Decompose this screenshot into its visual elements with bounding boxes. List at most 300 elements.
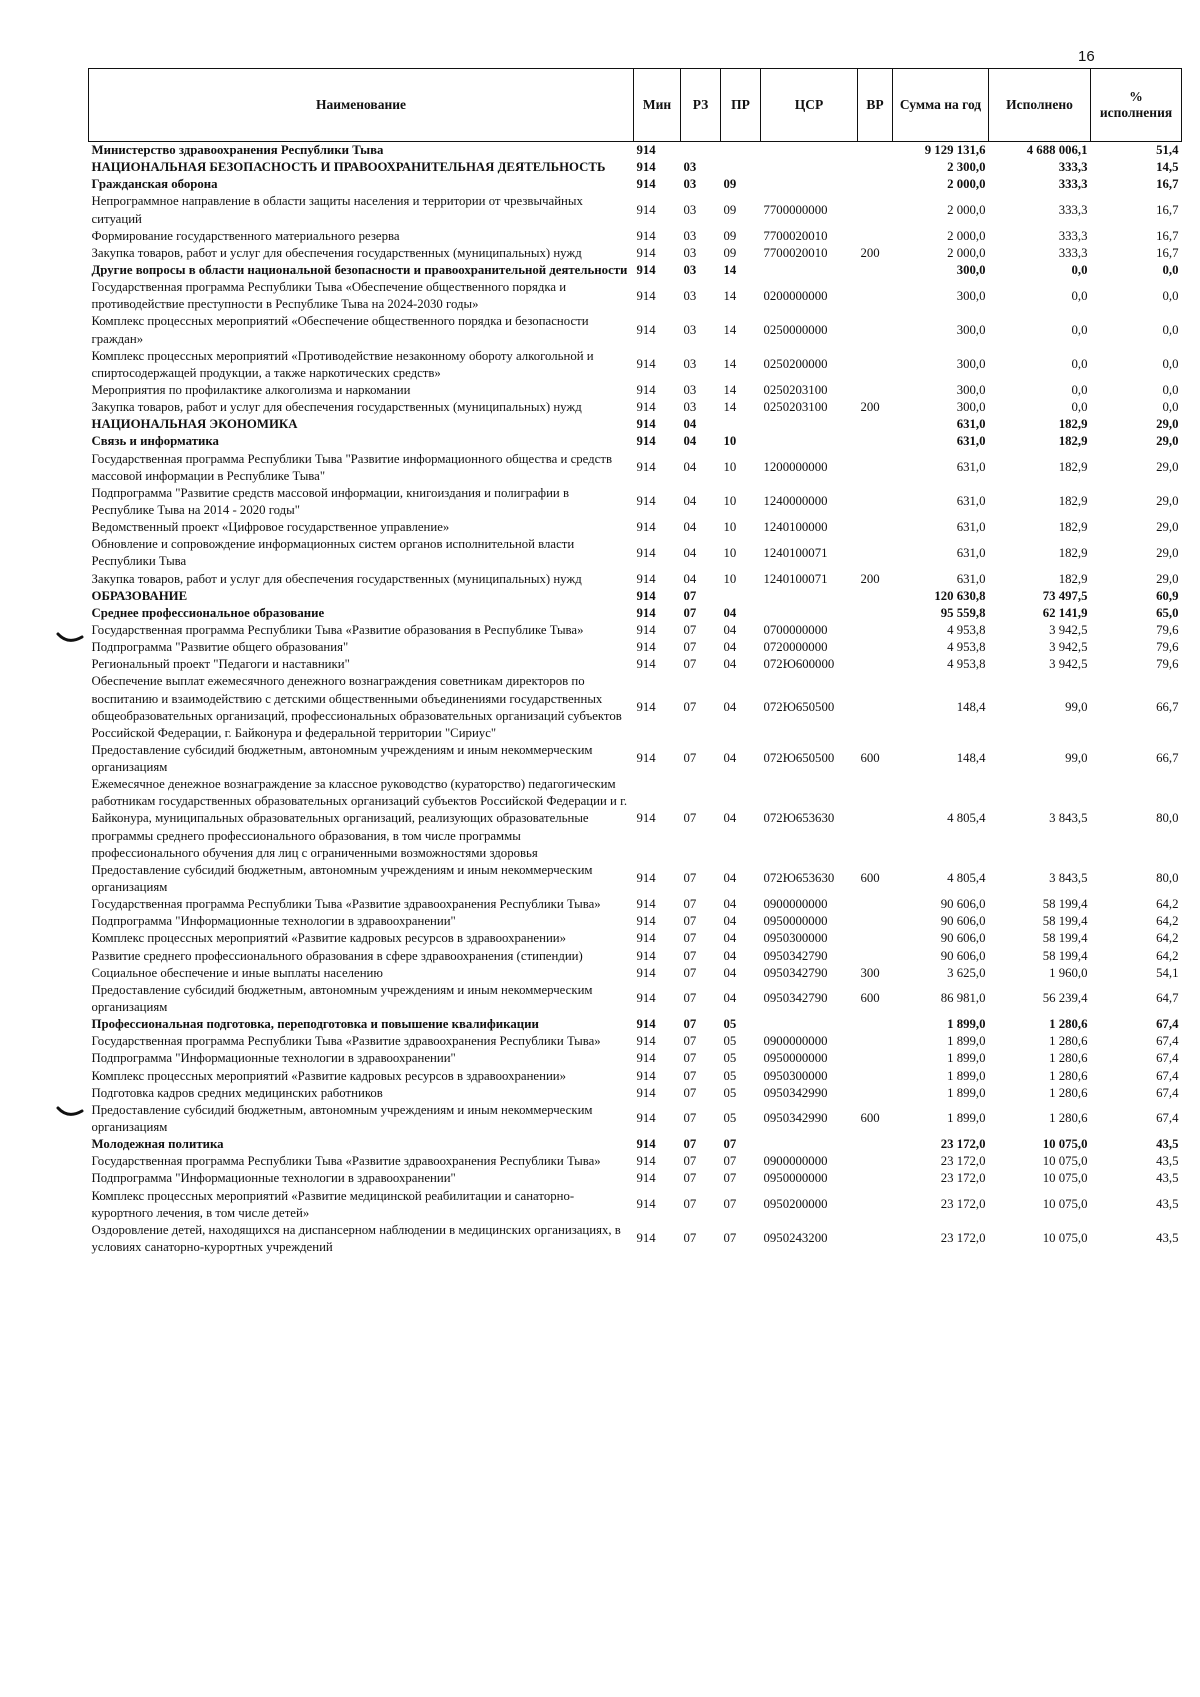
cell-vr: 200 — [860, 400, 880, 415]
header-name: Наименование — [89, 69, 634, 142]
cell-rz: 07 — [683, 751, 697, 766]
header-pr: ПР — [721, 69, 761, 142]
cell-vr — [858, 639, 893, 656]
cell-min: 914 — [636, 1197, 656, 1212]
table-row — [89, 862, 1182, 896]
cell-csr — [761, 159, 858, 176]
cell-csr — [761, 142, 858, 160]
cell-sum: 4 953,8 — [947, 622, 986, 637]
cell-rz: 03 — [683, 245, 697, 260]
cell-name: Оздоровление детей, находящихся на диспансерном наблюдении в медицинских организациях, в условиях санаторно-курортных учреждений — [91, 1222, 621, 1254]
cell-rz: 03 — [683, 262, 697, 277]
cell-name: Развитие среднего профессионального образования в сфере здравоохранения (стипендии) — [91, 948, 583, 963]
cell-name: НАЦИОНАЛЬНАЯ БЕЗОПАСНОСТЬ И ПРАВООХРАНИТЕЛЬНАЯ ДЕЯТЕЛЬНОСТЬ — [91, 160, 606, 175]
cell-pct: 29,0 — [1156, 571, 1179, 586]
cell-sum: 631,0 — [956, 434, 986, 449]
cell-vr — [858, 193, 893, 227]
cell-done: 1 280,6 — [1049, 1017, 1088, 1032]
cell-done: 182,9 — [1058, 545, 1088, 560]
cell-vr — [858, 485, 893, 519]
cell-name: Комплекс процессных мероприятий «Обеспечение общественного порядка и безопасности граждан» — [91, 314, 589, 346]
cell-vr — [858, 1188, 893, 1222]
cell-name: НАЦИОНАЛЬНАЯ ЭКОНОМИКА — [91, 417, 298, 432]
cell-done: 58 199,4 — [1042, 948, 1088, 963]
cell-pct: 64,2 — [1156, 931, 1179, 946]
cell-pct: 14,5 — [1156, 160, 1179, 175]
cell-pct: 80,0 — [1156, 871, 1179, 886]
cell-name: Подпрограмма "Информационные технологии в здравоохранении" — [91, 914, 456, 929]
cell-min: 914 — [636, 262, 656, 277]
cell-done: 10 075,0 — [1042, 1154, 1088, 1169]
table-row — [89, 605, 1182, 622]
cell-sum: 4 953,8 — [947, 640, 986, 655]
cell-rz: 04 — [683, 520, 697, 535]
cell-min: 914 — [636, 571, 656, 586]
cell-csr: 1240100000 — [763, 520, 828, 535]
cell-name: Предоставление субсидий бюджетным, автономным учреждениям и иным некоммерческим организациям — [91, 742, 593, 775]
cell-name: Подпрограмма "Развитие средств массовой информации, книгоиздания и полиграфии в Республике Тыва на 2014 - 2020 годы" — [91, 485, 570, 517]
cell-sum: 23 172,0 — [940, 1231, 986, 1246]
cell-name: ОБРАЗОВАНИЕ — [91, 588, 188, 603]
cell-pr: 09 — [723, 177, 737, 192]
check-mark-icon — [56, 1105, 84, 1119]
cell-pr: 04 — [723, 700, 737, 715]
cell-csr: 7700020010 — [763, 228, 828, 243]
cell-csr — [761, 588, 858, 605]
cell-rz: 07 — [683, 1197, 697, 1212]
cell-pr: 04 — [723, 991, 737, 1006]
cell-csr — [761, 433, 858, 450]
table-row — [89, 519, 1182, 536]
cell-pct: 66,7 — [1156, 700, 1179, 715]
cell-sum: 300,0 — [956, 288, 986, 303]
cell-min: 914 — [636, 1137, 656, 1152]
cell-sum: 631,0 — [956, 520, 986, 535]
cell-done: 182,9 — [1058, 520, 1088, 535]
cell-pr: 10 — [723, 571, 737, 586]
cell-min: 914 — [636, 948, 656, 963]
cell-csr: 0250203100 — [763, 382, 828, 397]
cell-pr: 07 — [723, 1154, 737, 1169]
cell-min: 914 — [636, 1085, 656, 1100]
cell-pr: 10 — [723, 545, 737, 560]
cell-name: Комплекс процессных мероприятий «Развитие кадровых ресурсов в здравоохранении» — [91, 1068, 567, 1083]
cell-pct: 16,7 — [1156, 228, 1179, 243]
cell-csr: 0250200000 — [763, 357, 828, 372]
cell-done: 1 280,6 — [1049, 1085, 1088, 1100]
cell-pr — [721, 142, 761, 160]
cell-sum: 95 559,8 — [940, 605, 986, 620]
cell-pct: 60,9 — [1156, 588, 1179, 603]
cell-min: 914 — [636, 811, 656, 826]
cell-sum: 23 172,0 — [940, 1171, 986, 1186]
table-row — [89, 656, 1182, 673]
cell-done: 3 942,5 — [1049, 622, 1088, 637]
cell-sum: 2 000,0 — [947, 177, 986, 192]
cell-min: 914 — [636, 382, 656, 397]
cell-min: 914 — [636, 751, 656, 766]
cell-sum: 90 606,0 — [940, 914, 986, 929]
cell-pr: 10 — [723, 460, 737, 475]
cell-min: 914 — [636, 245, 656, 260]
cell-csr: 0250000000 — [763, 322, 828, 337]
cell-rz: 04 — [683, 434, 697, 449]
cell-pct: 29,0 — [1156, 545, 1179, 560]
cell-pct: 0,0 — [1162, 357, 1179, 372]
table-row — [89, 982, 1182, 1016]
table-row — [89, 176, 1182, 193]
cell-name: Подпрограмма "Развитие общего образования" — [91, 640, 349, 655]
cell-done: 10 075,0 — [1042, 1171, 1088, 1186]
cell-vr — [858, 382, 893, 399]
cell-pct: 64,7 — [1156, 991, 1179, 1006]
table-row — [89, 1188, 1182, 1222]
cell-done: 333,3 — [1058, 245, 1088, 260]
cell-done: 333,3 — [1058, 202, 1088, 217]
cell-pct: 79,6 — [1156, 657, 1179, 672]
cell-min: 914 — [636, 1017, 656, 1032]
cell-rz: 07 — [683, 700, 697, 715]
cell-rz: 07 — [683, 965, 697, 980]
cell-min: 914 — [636, 1171, 656, 1186]
cell-min: 914 — [636, 400, 656, 415]
cell-vr: 200 — [860, 571, 880, 586]
cell-sum: 4 805,4 — [947, 871, 986, 886]
cell-pct: 29,0 — [1156, 460, 1179, 475]
cell-pr: 07 — [723, 1197, 737, 1212]
table-row — [89, 1222, 1182, 1256]
cell-min: 914 — [636, 700, 656, 715]
cell-csr: 072Ю650500 — [763, 700, 835, 715]
cell-done: 3 942,5 — [1049, 657, 1088, 672]
cell-pr: 14 — [723, 400, 737, 415]
cell-pct: 79,6 — [1156, 640, 1179, 655]
cell-sum: 1 899,0 — [947, 1068, 986, 1083]
cell-csr: 072Ю653630 — [763, 811, 835, 826]
table-header-row — [89, 69, 1182, 142]
cell-pct: 43,5 — [1156, 1231, 1179, 1246]
table-row — [89, 536, 1182, 570]
cell-min: 914 — [636, 622, 656, 637]
cell-pct: 16,7 — [1156, 177, 1179, 192]
cell-pct: 67,4 — [1156, 1068, 1179, 1083]
cell-pct: 0,0 — [1162, 288, 1179, 303]
cell-done: 3 843,5 — [1049, 811, 1088, 826]
cell-rz: 07 — [683, 1137, 697, 1152]
cell-sum: 300,0 — [956, 400, 986, 415]
cell-sum: 9 129 131,6 — [924, 143, 986, 157]
cell-rz: 04 — [683, 545, 697, 560]
table-row — [89, 673, 1182, 742]
cell-min: 914 — [636, 657, 656, 672]
cell-pr: 09 — [723, 228, 737, 243]
cell-rz: 03 — [683, 322, 697, 337]
cell-min: 914 — [636, 322, 656, 337]
cell-vr — [858, 913, 893, 930]
page-number: 16 — [1078, 48, 1095, 65]
cell-rz: 07 — [683, 948, 697, 963]
cell-csr: 0720000000 — [763, 640, 828, 655]
cell-pct: 0,0 — [1162, 382, 1179, 397]
table-row — [89, 1085, 1182, 1102]
cell-done: 1 280,6 — [1049, 1051, 1088, 1066]
cell-pct: 67,4 — [1156, 1111, 1179, 1126]
cell-rz: 04 — [683, 571, 697, 586]
cell-csr: 0200000000 — [763, 288, 828, 303]
cell-vr — [858, 605, 893, 622]
cell-sum: 1 899,0 — [947, 1085, 986, 1100]
cell-pct: 67,4 — [1156, 1051, 1179, 1066]
cell-sum: 1 899,0 — [947, 1111, 986, 1126]
cell-sum: 148,4 — [956, 700, 986, 715]
cell-done: 333,3 — [1058, 177, 1088, 192]
cell-vr — [858, 896, 893, 913]
cell-done: 10 075,0 — [1042, 1137, 1088, 1152]
table-row — [89, 348, 1182, 382]
cell-pr: 04 — [723, 751, 737, 766]
cell-done: 0,0 — [1071, 382, 1088, 397]
cell-done: 0,0 — [1071, 288, 1088, 303]
cell-pr: 14 — [723, 288, 737, 303]
cell-vr — [858, 1136, 893, 1153]
cell-name: Подпрограмма "Информационные технологии в здравоохранении" — [91, 1051, 456, 1066]
cell-done: 99,0 — [1065, 700, 1088, 715]
cell-rz: 03 — [683, 357, 697, 372]
table-row — [89, 1068, 1182, 1085]
cell-pr — [721, 588, 761, 605]
table-row — [89, 159, 1182, 176]
cell-done: 0,0 — [1071, 322, 1088, 337]
cell-done: 62 141,9 — [1042, 605, 1088, 620]
cell-csr: 1240000000 — [763, 494, 828, 509]
cell-rz: 03 — [683, 202, 697, 217]
cell-name: Государственная программа Республики Тыва «Развитие здравоохранения Республики Тыва» — [91, 1154, 601, 1169]
table-row — [89, 313, 1182, 347]
cell-pr: 05 — [723, 1111, 737, 1126]
cell-done: 4 688 006,1 — [1026, 143, 1088, 157]
cell-vr — [858, 776, 893, 862]
cell-rz: 07 — [683, 1017, 697, 1032]
cell-name: Подпрограмма "Информационные технологии в здравоохранении" — [91, 1171, 456, 1186]
table-row — [89, 913, 1182, 930]
cell-vr — [858, 142, 893, 160]
cell-name: Другие вопросы в области национальной безопасности и правоохранительной деятельности — [91, 262, 628, 277]
cell-vr: 600 — [860, 1111, 880, 1126]
cell-pct: 67,4 — [1156, 1034, 1179, 1049]
cell-csr: 0950342790 — [763, 991, 828, 1006]
table-row — [89, 896, 1182, 913]
cell-min: 914 — [636, 1231, 656, 1246]
cell-pr — [721, 159, 761, 176]
cell-done: 182,9 — [1058, 460, 1088, 475]
cell-pr: 05 — [723, 1085, 737, 1100]
cell-csr: 0950200000 — [763, 1197, 828, 1212]
cell-name: Комплекс процессных мероприятий «Противодействие незаконному обороту алкогольной и спиртосодержащей продукции, а также наркотических средств» — [91, 348, 594, 380]
cell-pct: 0,0 — [1162, 400, 1179, 415]
cell-rz: 07 — [683, 871, 697, 886]
cell-rz: 07 — [683, 657, 697, 672]
cell-name: Комплекс процессных мероприятий «Развитие кадровых ресурсов в здравоохранении» — [91, 931, 567, 946]
cell-min: 914 — [636, 931, 656, 946]
cell-min: 914 — [636, 871, 656, 886]
cell-vr — [858, 930, 893, 947]
table-row — [89, 1153, 1182, 1170]
cell-pct: 43,5 — [1156, 1154, 1179, 1169]
cell-csr — [761, 176, 858, 193]
cell-vr — [858, 228, 893, 245]
cell-vr — [858, 159, 893, 176]
cell-pr: 07 — [723, 1137, 737, 1152]
cell-pr: 10 — [723, 520, 737, 535]
cell-sum: 90 606,0 — [940, 948, 986, 963]
table-row — [89, 1170, 1182, 1187]
cell-min: 914 — [636, 1111, 656, 1126]
cell-pr: 04 — [723, 871, 737, 886]
cell-rz: 03 — [683, 228, 697, 243]
cell-pr: 04 — [723, 965, 737, 980]
cell-name: Региональный проект "Педагоги и наставники" — [91, 657, 350, 672]
cell-csr: 072Ю650500 — [763, 751, 835, 766]
cell-sum: 2 000,0 — [947, 245, 986, 260]
cell-vr — [858, 1016, 893, 1033]
cell-vr — [858, 348, 893, 382]
cell-pr: 04 — [723, 914, 737, 929]
cell-done: 0,0 — [1071, 400, 1088, 415]
cell-pr: 10 — [723, 494, 737, 509]
cell-vr — [858, 656, 893, 673]
cell-pr: 14 — [723, 322, 737, 337]
cell-min: 914 — [636, 1154, 656, 1169]
cell-vr: 600 — [860, 991, 880, 1006]
cell-csr: 7700020010 — [763, 245, 828, 260]
cell-done: 1 960,0 — [1049, 965, 1088, 980]
cell-name: Государственная программа Республики Тыва «Развитие здравоохранения Республики Тыва» — [91, 1034, 601, 1049]
cell-pr: 04 — [723, 897, 737, 912]
cell-min: 914 — [636, 520, 656, 535]
cell-sum: 631,0 — [956, 460, 986, 475]
cell-name: Подготовка кадров средних медицинских работников — [91, 1085, 383, 1100]
cell-rz: 07 — [683, 811, 697, 826]
cell-vr: 600 — [860, 871, 880, 886]
cell-min: 914 — [636, 588, 656, 603]
header-done: Исполнено — [989, 69, 1091, 142]
cell-csr: 1240100071 — [763, 571, 828, 586]
cell-done: 56 239,4 — [1042, 991, 1088, 1006]
cell-pr: 07 — [723, 1171, 737, 1186]
cell-rz: 07 — [683, 640, 697, 655]
cell-done: 1 280,6 — [1049, 1034, 1088, 1049]
cell-pct: 16,7 — [1156, 202, 1179, 217]
cell-pct: 64,2 — [1156, 914, 1179, 929]
cell-name: Непрограммное направление в области защиты населения и территории от чрезвычайных ситуаций — [91, 194, 583, 226]
cell-rz: 03 — [683, 382, 697, 397]
cell-vr: 300 — [860, 965, 880, 980]
cell-csr — [761, 1136, 858, 1153]
cell-pr: 14 — [723, 357, 737, 372]
cell-pr: 04 — [723, 657, 737, 672]
cell-pr: 14 — [723, 262, 737, 277]
cell-csr: 1200000000 — [763, 460, 828, 475]
table-row — [89, 571, 1182, 588]
cell-csr — [761, 416, 858, 433]
cell-csr: 0900000000 — [763, 1154, 828, 1169]
cell-pct: 29,0 — [1156, 494, 1179, 509]
cell-done: 73 497,5 — [1042, 588, 1088, 603]
cell-min: 914 — [636, 434, 656, 449]
cell-vr — [858, 1033, 893, 1050]
cell-min: 914 — [636, 991, 656, 1006]
cell-sum: 23 172,0 — [940, 1154, 986, 1169]
table-row — [89, 245, 1182, 262]
table-row — [89, 142, 1182, 160]
cell-name: Обеспечение выплат ежемесячного денежного вознаграждения советникам директоров по воспитанию и взаимодействию с детскими общественными объединениями государственных общеобразовательных организаций, профессиональных образовательных организаций субъектов Российской Федерации, г. Байконура и федеральной территории "Сириус" — [91, 674, 622, 740]
cell-min: 914 — [636, 965, 656, 980]
cell-pr: 09 — [723, 245, 737, 260]
cell-csr: 0700000000 — [763, 622, 828, 637]
table-row — [89, 742, 1182, 776]
cell-sum: 4 805,4 — [947, 811, 986, 826]
cell-pr: 05 — [723, 1017, 737, 1032]
cell-name: Закупка товаров, работ и услуг для обеспечения государственных (муниципальных) нужд — [91, 571, 582, 586]
cell-sum: 120 630,8 — [934, 588, 986, 603]
header-vr: ВР — [858, 69, 893, 142]
cell-pct: 29,0 — [1156, 520, 1179, 535]
cell-done: 182,9 — [1058, 417, 1088, 432]
cell-csr: 0950342990 — [763, 1085, 828, 1100]
header-csr: ЦСР — [761, 69, 858, 142]
cell-name: Гражданская оборона — [91, 177, 218, 192]
cell-name: Государственная программа Республики Тыва «Развитие здравоохранения Республики Тыва» — [91, 897, 601, 912]
cell-vr — [858, 519, 893, 536]
cell-pct: 66,7 — [1156, 751, 1179, 766]
table-row — [89, 433, 1182, 450]
cell-done: 1 280,6 — [1049, 1111, 1088, 1126]
cell-min: 914 — [636, 357, 656, 372]
table-row — [89, 948, 1182, 965]
cell-done: 333,3 — [1058, 160, 1088, 175]
cell-min: 914 — [636, 417, 656, 432]
cell-done: 333,3 — [1058, 228, 1088, 243]
cell-sum: 631,0 — [956, 417, 986, 432]
check-mark-icon — [56, 631, 84, 645]
cell-csr: 072Ю600000 — [763, 657, 835, 672]
cell-min: 914 — [636, 460, 656, 475]
cell-vr — [858, 262, 893, 279]
cell-name: Ведомственный проект «Цифровое государственное управление» — [91, 520, 450, 535]
cell-vr — [858, 451, 893, 485]
cell-sum: 23 172,0 — [940, 1197, 986, 1212]
cell-csr: 0900000000 — [763, 897, 828, 912]
cell-sum: 1 899,0 — [947, 1017, 986, 1032]
cell-done: 99,0 — [1065, 751, 1088, 766]
cell-vr — [858, 313, 893, 347]
cell-pct: 51,4 — [1156, 143, 1179, 157]
cell-name: Предоставление субсидий бюджетным, автономным учреждениям и иным некоммерческим организациям — [91, 862, 593, 895]
cell-pct: 0,0 — [1162, 262, 1179, 277]
cell-rz — [681, 142, 721, 160]
cell-rz: 04 — [683, 494, 697, 509]
cell-csr: 0950300000 — [763, 931, 828, 946]
cell-pr: 07 — [723, 1231, 737, 1246]
cell-name: Профессиональная подготовка, переподготовка и повышение квалификации — [91, 1017, 539, 1032]
cell-pct: 29,0 — [1156, 417, 1179, 432]
cell-pr: 05 — [723, 1051, 737, 1066]
cell-sum: 23 172,0 — [940, 1137, 986, 1152]
cell-name: Государственная программа Республики Тыва «Обеспечение общественного порядка и противодействие преступности в Республике Тыва на 2024-2030 годы» — [91, 280, 567, 312]
cell-done: 182,9 — [1058, 434, 1088, 449]
cell-min: 914 — [636, 143, 656, 157]
cell-name: Министерство здравоохранения Республики Тыва — [91, 143, 384, 157]
